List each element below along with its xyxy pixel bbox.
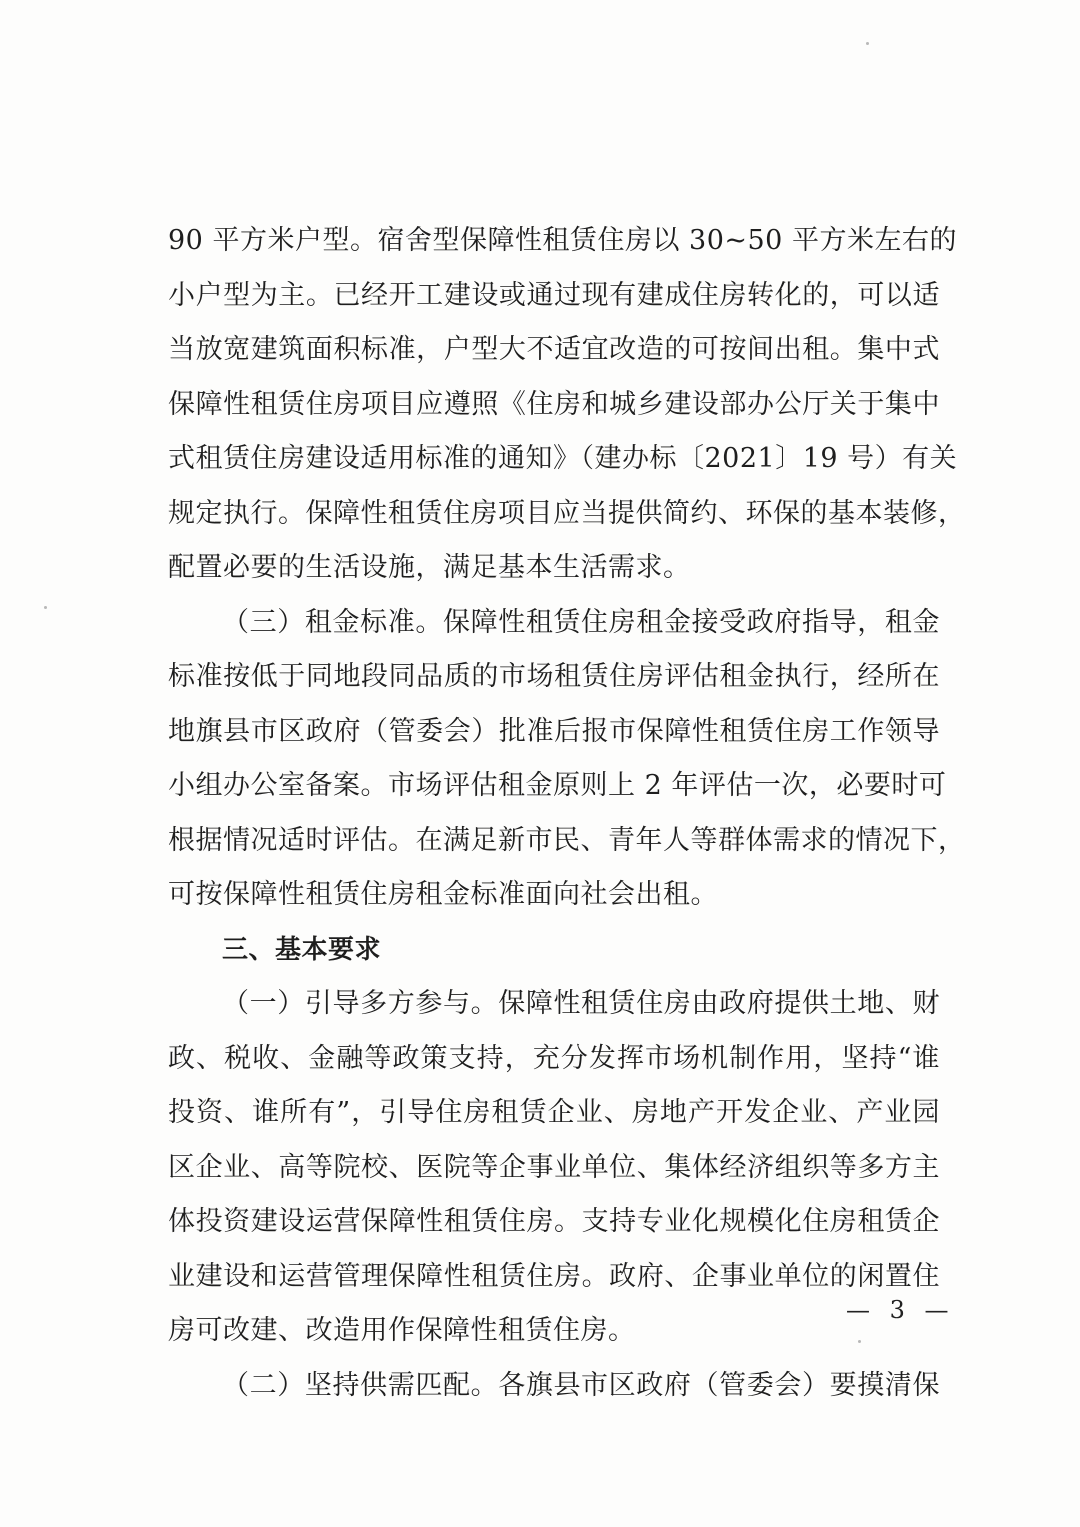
text-line: 地旗县市区政府（管委会）批准后报市保障性租赁住房工作领导 <box>168 715 940 747</box>
page-number: — 3 — <box>846 1296 955 1324</box>
section-heading: 三、基本要求 <box>222 934 382 965</box>
scan-speck <box>44 606 47 609</box>
text-line: 配置必要的生活设施，满足基本生活需求。 <box>168 552 691 583</box>
text-line: 可按保障性租赁住房租金标准面向社会出租。 <box>168 879 718 910</box>
text-line: 标准按低于同地段同品质的市场租赁住房评估租金执行，经所在 <box>168 661 940 692</box>
text-line: （三）租金标准。保障性租赁住房租金接受政府指导，租金 <box>222 606 940 638</box>
text-line: 小组办公室备案。市场评估租金原则上 2 年评估一次，必要时可 <box>168 770 947 801</box>
text-line: 当放宽建筑面积标准，户型大不适宜改造的可按间出租。集中式 <box>168 334 940 365</box>
text-line: 规定执行。保障性租赁住房项目应当提供简约、环保的基本装修， <box>168 497 966 529</box>
text-line: 90 平方米户型。宿舍型保障性租赁住房以 30~50 平方米左右的 <box>168 225 957 256</box>
text-line: （一）引导多方参与。保障性租赁住房由政府提供土地、财 <box>222 988 940 1019</box>
text-line: （二）坚持供需匹配。各旗县市区政府（管委会）要摸清保 <box>222 1369 940 1401</box>
text-line: 小户型为主。已经开工建设或通过现有建成住房转化的，可以适 <box>168 279 940 311</box>
text-line: 区企业、高等院校、医院等企事业单位、集体经济组织等多方主 <box>168 1151 940 1183</box>
text-line: 保障性租赁住房项目应遵照《住房和城乡建设部办公厅关于集中 <box>168 388 940 420</box>
text-line: 投资、谁所有”，引导住房租赁企业、房地产开发企业、产业园 <box>168 1097 940 1128</box>
text-line: 业建设和运营管理保障性租赁住房。政府、企事业单位的闲置住 <box>168 1260 940 1292</box>
body-text <box>168 214 966 1413</box>
text-line: 房可改建、改造用作保障性租赁住房。 <box>168 1315 636 1346</box>
text-line: 体投资建设运营保障性租赁住房。支持专业化规模化住房租赁企 <box>168 1206 940 1237</box>
text-line: 式租赁住房建设适用标准的通知》（建办标〔2021〕19 号）有关 <box>168 443 958 474</box>
text-line: 政、税收、金融等政策支持，充分发挥市场机制作用，坚持“谁 <box>168 1042 940 1074</box>
scan-speck <box>866 42 869 45</box>
text-line: 根据情况适时评估。在满足新市民、青年人等群体需求的情况下， <box>168 824 966 856</box>
